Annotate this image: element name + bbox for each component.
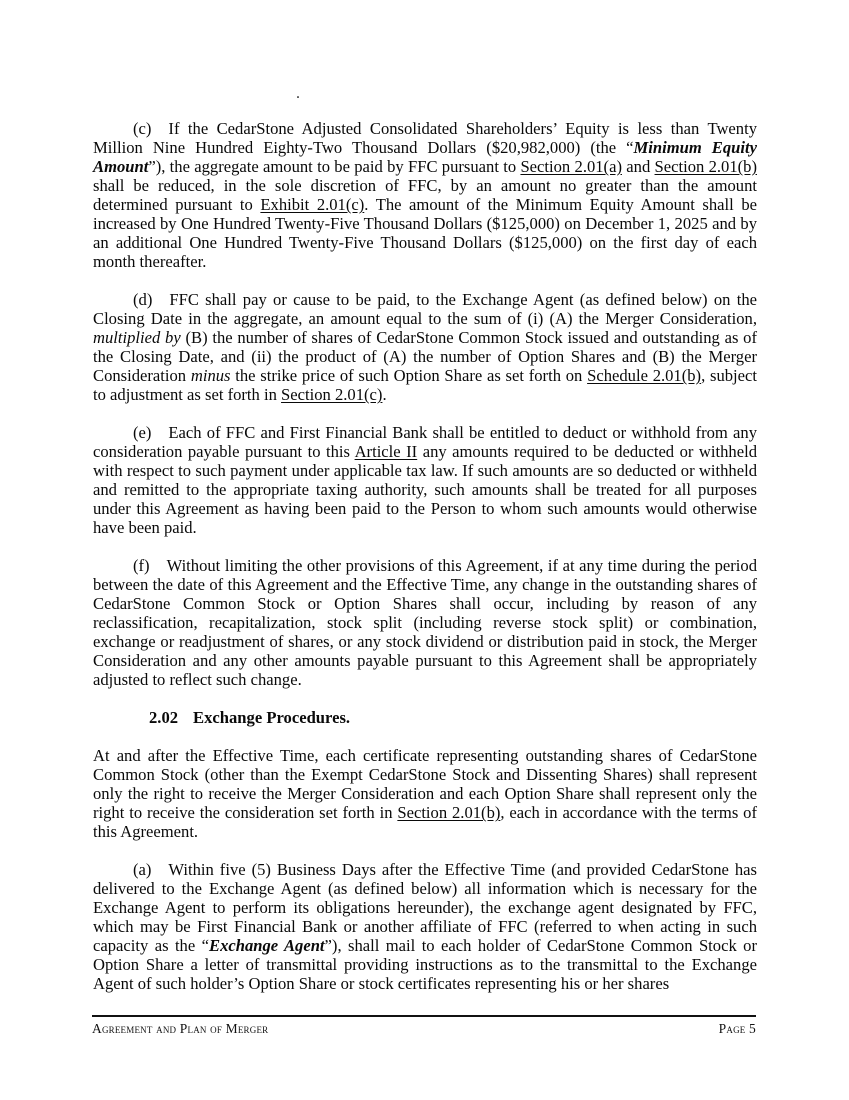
- text-run: At and after the Effective Time, each certificate representing outstanding shares of CedarStone Common Stock (other than the Exempt CedarStone Stock and Dissenting Shares) shall represent only the right to receive the Merger Consideration and each Option Share shall represent only the right to receive the consideration set forth in: [93, 746, 757, 822]
- paragraph-label: (d): [133, 290, 153, 309]
- paragraph: [93, 119, 757, 271]
- text-run: multiplied by: [93, 328, 181, 347]
- paragraph-label: (f): [133, 556, 150, 575]
- text-run: Without limiting the other provisions of this Agreement, if at any time during the period between the date of this Agreement and the Effective Time, any change in the outstanding shares of CedarStone Common Stock or Option Shares shall occur, including by reason of any reclassification, recapitalization, stock split (including reverse stock split) or combination, exchange or readjustment of shares, or any stock dividend or distribution paid in stock, the Merger Consideration and any other amounts payable pursuant to this Agreement shall be appropriately adjusted to reflect such change.: [93, 556, 757, 689]
- text-run: shall be reduced, in the sole discretion of FFC, by an amount no greater than the amount determined pursuant to: [93, 176, 757, 214]
- paragraph: [93, 556, 757, 689]
- text-run: . The amount of the Minimum Equity Amount shall be increased by One Hundred Twenty-Five Thousand Dollars ($125,000) on December 1, 2025 and by an additional One Hundred Twenty-Five Thousand Dollars ($125,000) on the first day of each month thereafter.: [93, 195, 757, 271]
- text-run: the strike price of such Option Share as set forth on: [230, 366, 588, 385]
- text-run: (B) the number of shares of CedarStone Common Stock issued and outstanding as of the Closing Date, and (ii) the product of (A) the number of Option Shares and (B) the Merger Consideration: [93, 328, 757, 385]
- section-number: 2.02: [149, 708, 179, 727]
- paragraph: [93, 423, 757, 537]
- text-run: any amounts required to be deducted or withheld with respect to such payment under applicable tax law. If such amounts are so deducted or withheld and remitted to the appropriate taxing authority, such amounts shall be treated for all purposes under this Agreement as having been paid to the Person to whom such amounts would otherwise have been paid.: [93, 442, 757, 537]
- paragraph: [93, 290, 757, 404]
- section-title: Exchange Procedures.: [193, 708, 351, 727]
- cross-reference: Article II: [354, 442, 418, 461]
- defined-term: Minimum Equity Amount: [93, 138, 757, 176]
- paragraph: [93, 746, 757, 841]
- footer-document-title: Agreement and Plan of Merger: [92, 1021, 269, 1036]
- section-heading: [93, 708, 757, 727]
- cross-reference: Section 2.01(b): [654, 157, 757, 176]
- page-footer: [92, 1015, 756, 1036]
- text-run: ”), the aggregate amount to be paid by FFC pursuant to: [148, 157, 521, 176]
- cross-reference: Section 2.01(c): [281, 385, 383, 404]
- paragraph-label: (e): [133, 423, 152, 442]
- text-run: ”), shall mail to each holder of CedarStone Common Stock or Option Share a letter of transmittal providing instructions as to the transmittal to the Exchange Agent of such holder’s Option Share or stock certificates representing his or her shares: [93, 936, 757, 993]
- cross-reference: Section 2.01(a): [520, 157, 622, 176]
- cross-reference: Section 2.01(b): [397, 803, 501, 822]
- paragraph: [93, 860, 757, 993]
- footer-page-number: Page 5: [718, 1021, 756, 1036]
- text-run: .: [382, 385, 387, 404]
- document-body: [93, 119, 757, 1012]
- text-run: minus: [190, 366, 231, 385]
- text-run: FFC shall pay or cause to be paid, to the Exchange Agent (as defined below) on the Closing Date in the aggregate, an amount equal to the sum of (i) (A) the Merger Consideration,: [93, 290, 757, 328]
- cross-reference: Schedule 2.01(b): [587, 366, 702, 385]
- text-run: and: [621, 157, 655, 176]
- cross-reference: Exhibit 2.01(c): [260, 195, 365, 214]
- text-run: , subject to adjustment as set forth in: [93, 366, 757, 404]
- text-run: , each in accordance with the terms of this Agreement.: [93, 803, 757, 841]
- defined-term: Exchange Agent: [209, 936, 325, 955]
- paragraph-label: (c): [133, 119, 152, 138]
- text-run: If the CedarStone Adjusted Consolidated Shareholders’ Equity is less than Twenty Million Nine Hundred Eighty-Two Thousand Dollars ($20,982,000) (the “: [93, 119, 757, 157]
- paragraph-label: (a): [133, 860, 152, 879]
- stray-dot-mark: .: [296, 85, 300, 102]
- text-run: Each of FFC and First Financial Bank shall be entitled to deduct or withhold from any consideration payable pursuant to this: [93, 423, 757, 461]
- text-run: Within five (5) Business Days after the Effective Time (and provided CedarStone has delivered to the Exchange Agent (as defined below) all information which is necessary for the Exchange Agent to perform its obligations hereunder), the exchange agent designated by FFC, which may be First Financial Bank or another affiliate of FFC (referred to when acting in such capacity as the “: [93, 860, 757, 955]
